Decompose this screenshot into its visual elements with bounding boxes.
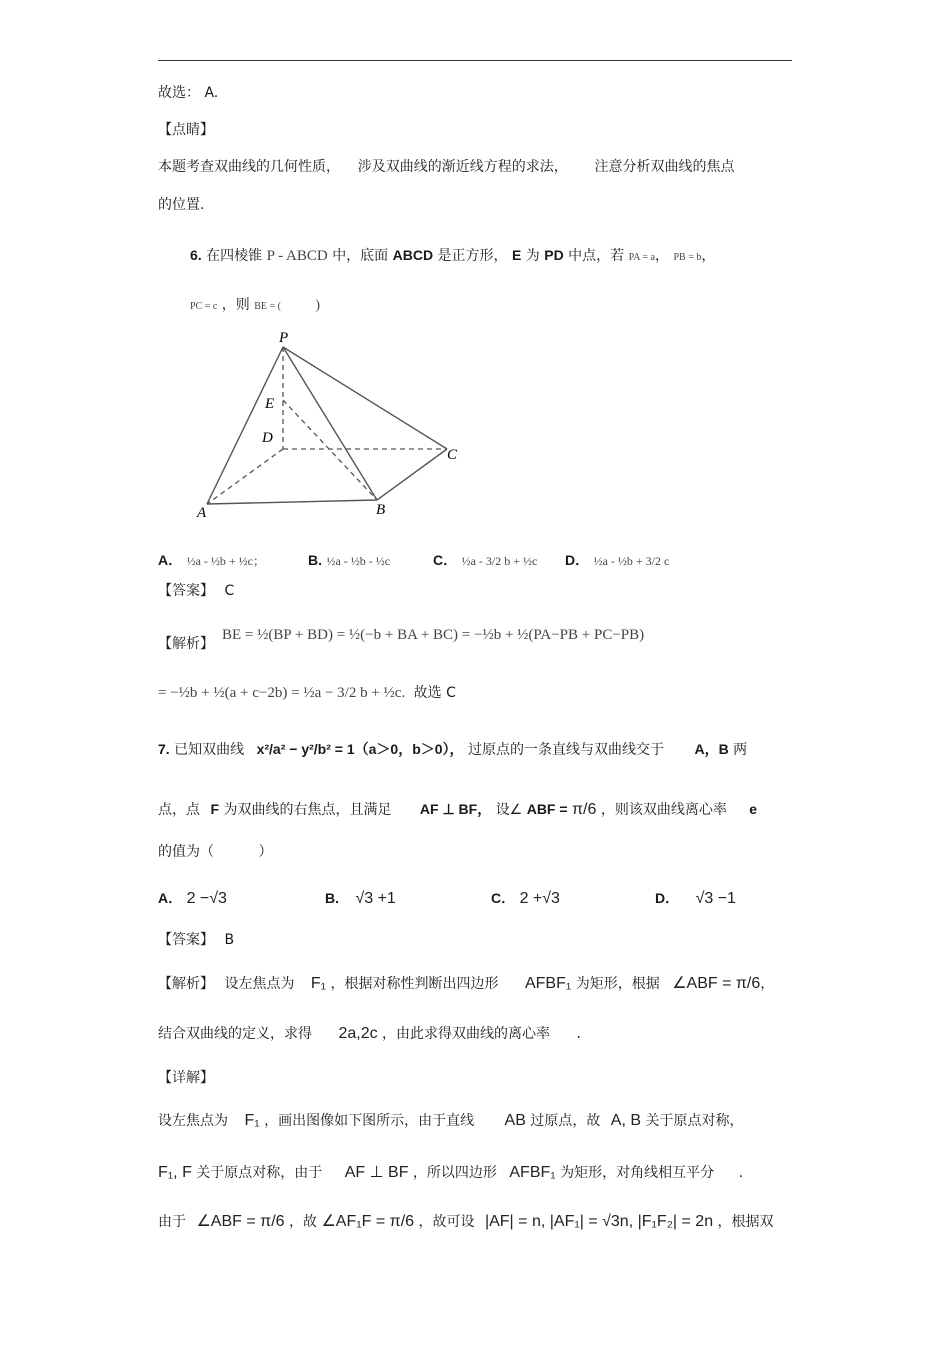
q6-base: ABCD — [392, 247, 434, 263]
points-f1-f: F₁, F — [158, 1164, 192, 1181]
jiexi-text: 设左焦点为 — [224, 976, 295, 992]
jiexi-label: 【解析】 — [158, 976, 214, 992]
jiexi-text: ，根据对称性判断出四边形 — [330, 976, 499, 992]
option-expr: ½a - ½b + ½c； — [186, 554, 265, 568]
period: . — [738, 1165, 744, 1181]
values-2a-2c: 2a,2c — [338, 1025, 378, 1042]
q6-option-d — [565, 551, 669, 570]
q7-text: 为双曲线的右焦点，且满足 — [223, 802, 392, 818]
q7-text: 过原点的一条直线与双曲线交于 — [468, 742, 664, 758]
header-rule — [158, 60, 792, 61]
label-p: P — [279, 330, 289, 346]
detail-text: ，所以四边形 — [412, 1165, 497, 1181]
edge-pc — [283, 347, 447, 449]
answer-value: B — [224, 932, 235, 948]
detail-text: ，画出图像如下图所示，由于直线 — [264, 1113, 475, 1129]
q6-jiexi-line2 — [158, 684, 456, 702]
q7-text: ，则该双曲线离心率 — [600, 802, 727, 818]
q7-angle-abf: ABF = — [526, 801, 568, 817]
answer-label: 【答案】 — [158, 932, 214, 948]
q7-stem-line3: 的值为（ ） — [158, 844, 273, 860]
q6-option-a — [158, 551, 265, 570]
angle-af1f: ∠AF₁F = — [321, 1213, 386, 1230]
q6-option-c — [433, 551, 537, 570]
answer-label: 【答案】 — [158, 583, 214, 599]
option-label: A． — [158, 890, 183, 906]
q6-text: 为 — [525, 248, 540, 264]
q7-hyperbola-equation: x²/a² − y²/b² = 1（a＞0，b＞0）， — [256, 741, 464, 757]
jiexi-text: 为矩形，根据 — [575, 976, 660, 992]
jiexi-text: 结合双曲线的定义，求得 — [158, 1026, 312, 1042]
detail-text: 过原点，故 — [530, 1113, 601, 1129]
dianjing-text-line1: 本题考查双曲线的几何性质， 涉及双曲线的渐近线方程的求法， 注意分析双曲线的焦点 — [158, 159, 735, 175]
option-label: C． — [433, 552, 458, 568]
jiexi-text: ，由此求得双曲线的离心率 — [382, 1026, 551, 1042]
edge-ab — [207, 500, 377, 504]
q6-vec-be: BE = ( — [254, 301, 281, 312]
quadrilateral-afbf1: AFBF₁ — [509, 1164, 556, 1181]
q6-text: 中点，若 — [568, 248, 625, 264]
detail-text: 为矩形，对角线相互平分 — [560, 1165, 715, 1181]
option-expr: √3 +1 — [355, 890, 396, 907]
detail-text: ，根据双 — [717, 1214, 774, 1230]
q7-pi-over-6: π/6 — [572, 801, 597, 818]
q6-number: 6. — [190, 247, 202, 263]
detail-text: 由于 — [158, 1214, 186, 1230]
label-b: B — [376, 502, 386, 518]
edge-da-hidden — [207, 449, 283, 504]
q7-xiangjie-label: 【详解】 — [158, 1070, 214, 1086]
detail-text: ，故可设 — [418, 1214, 475, 1230]
q6-pyramid: P - ABCD — [266, 248, 328, 264]
edge-bc — [377, 449, 447, 500]
dianjing-text-line2: 的位置. — [158, 197, 205, 213]
q6-answer — [158, 582, 234, 600]
q7-points-ab: A，B — [694, 741, 729, 757]
q6-jiexi-label: 【解析】 — [158, 636, 214, 652]
q6-text: 在四棱锥 — [206, 248, 263, 264]
option-label: B. — [325, 890, 339, 906]
option-label: C． — [491, 890, 516, 906]
option-label: D． — [565, 552, 590, 568]
q6-option-b — [308, 551, 390, 570]
q7-option-b — [325, 889, 396, 908]
prev-choice: 故选： A. — [158, 85, 219, 101]
option-expr: ½a - ½b - ½c — [326, 554, 391, 568]
detail-text: 关于原点对称，由于 — [196, 1165, 323, 1181]
q6-vec-pc: PC = c — [190, 301, 218, 312]
q6-vec-pb: PB = b — [673, 252, 702, 263]
q7-jiexi-line1: 【解析】 设左焦点为 F₁ ，根据对称性判断出四边形 AFBF₁ 为矩形，根据 ∠ABF = π/6， — [158, 975, 775, 992]
q6-point-e: E — [512, 247, 522, 263]
option-expr: ½a - ½b + 3/2 c — [593, 554, 670, 568]
angle-abf: ∠ABF = — [196, 1213, 256, 1230]
q6-vec-pa: PA = a — [628, 252, 656, 263]
jiexi-choice: 故选 C — [413, 685, 456, 701]
focus-f1: F₁ — [244, 1112, 260, 1129]
perpendicular-af-bf: AF ⊥ BF — [344, 1164, 409, 1181]
q7-stem-line2 — [158, 800, 757, 819]
q7-option-a — [158, 889, 227, 908]
option-expr: ½a - 3/2 b + ½c — [461, 554, 538, 568]
option-expr: 2 −√3 — [186, 890, 227, 907]
q6-pd: PD — [544, 247, 564, 263]
option-label: B. — [308, 552, 322, 568]
length-equations: |AF| = n, |AF₁| = √3n, |F₁F₂| = 2n — [484, 1213, 714, 1230]
q7-text: 点，点 — [158, 802, 200, 818]
detail-text: 关于原点对称， — [645, 1113, 744, 1129]
jiexi-expr: = −½b + ½(a + c−2b) = ½a − 3/2 b + ½c. — [158, 685, 406, 701]
label-c: C — [447, 447, 458, 463]
q7-focus-f: F — [210, 801, 220, 817]
q7-text: 设∠ — [495, 802, 523, 818]
option-expr: √3 −1 — [695, 890, 736, 907]
pi-over-6: π/6 — [260, 1213, 285, 1230]
detail-text: 设左焦点为 — [158, 1113, 228, 1129]
q6-text: ，则 — [221, 297, 250, 313]
dianjing-label: 【点睛】 — [158, 122, 214, 138]
pyramid-figure — [195, 322, 470, 522]
option-label: D． — [655, 890, 680, 906]
points-a-b: A, B — [610, 1112, 642, 1129]
option-expr: 2 +√3 — [519, 890, 560, 907]
focus-f1: F₁ — [310, 975, 327, 992]
q6-text: 是正方形， — [437, 248, 508, 264]
q6-text: 中，底面 — [332, 248, 389, 264]
q7-detail-line1 — [158, 1112, 743, 1130]
edge-pb — [283, 347, 377, 500]
answer-value: C — [224, 583, 235, 599]
angle-abf: ∠ABF = — [672, 975, 732, 992]
segment-eb-hidden — [283, 400, 377, 500]
q7-number: 7. — [158, 741, 170, 757]
q7-perpendicular: AF ⊥ BF， — [419, 801, 492, 817]
q7-answer — [158, 931, 234, 949]
label-d: D — [262, 430, 273, 446]
q6-jiexi-line1: BE = ½(BP + BD) = ½(−b + BA + BC) = −½b + ½(PA−PB + PC−PB) — [222, 627, 645, 643]
q6-paren-close: ) — [315, 298, 321, 313]
q7-text: 已知双曲线 — [174, 742, 245, 758]
q7-detail-line3 — [158, 1213, 774, 1231]
line-ab: AB — [504, 1112, 526, 1129]
q7-stem-line1 — [158, 740, 747, 759]
pi-over-6: π/6 — [389, 1213, 415, 1230]
edge-pa — [207, 347, 283, 504]
q7-text: 两 — [733, 742, 748, 758]
quadrilateral-afbf1: AFBF₁ — [524, 975, 572, 992]
q7-option-c — [491, 889, 560, 908]
q7-jiexi-line2 — [158, 1025, 581, 1043]
q6-stem-line2 — [190, 296, 320, 316]
q7-eccentricity-e: e — [749, 801, 758, 817]
period: . — [576, 1026, 581, 1042]
label-a: A — [197, 505, 207, 521]
q7-option-d — [655, 889, 736, 908]
label-e: E — [265, 396, 275, 412]
option-label: A． — [158, 552, 183, 568]
detail-text: ，故 — [289, 1214, 317, 1230]
q7-detail-line2 — [158, 1164, 743, 1182]
q6-stem-line1: 6. 在四棱锥 P - ABCD 中，底面 ABCD 是正方形， E 为 PD 中点，若 PA = a， PB = b， — [190, 247, 716, 264]
pi-over-6: π/6 — [735, 975, 761, 992]
